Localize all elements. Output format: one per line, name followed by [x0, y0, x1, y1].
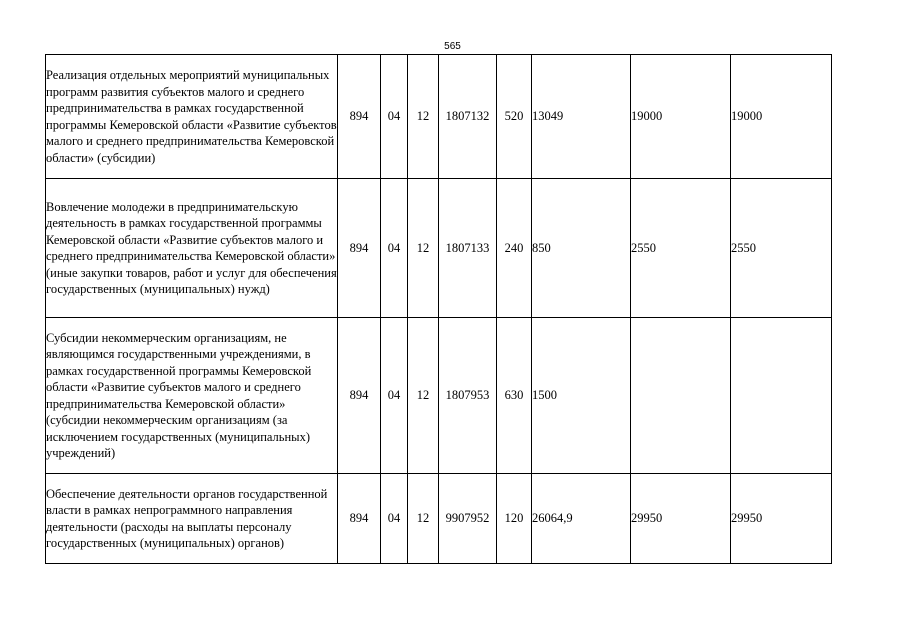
row-description: Реализация отдельных мероприятий муниципальных программ развития субъектов малого и среднего предпринимательства в рамках государственной программы Кемеровской области «Развитие субъектов малого и среднего предпринимательства Кемеровской области» (субсидии) — [46, 55, 338, 179]
section-code: 04 — [381, 179, 408, 318]
table-row — [46, 55, 832, 179]
ministry-code: 894 — [338, 318, 381, 474]
subsection-code: 12 — [408, 474, 439, 564]
amount-year-3 — [731, 318, 832, 474]
section-code: 04 — [381, 474, 408, 564]
expense-type-code: 630 — [497, 318, 532, 474]
expense-type-code: 120 — [497, 474, 532, 564]
ministry-code: 894 — [338, 179, 381, 318]
amount-year-2 — [631, 318, 731, 474]
target-article-code: 1807132 — [439, 55, 497, 179]
subsection-code: 12 — [408, 179, 439, 318]
budget-table — [45, 54, 832, 564]
amount-year-2: 29950 — [631, 474, 731, 564]
amount-year-1: 26064,9 — [532, 474, 631, 564]
amount-year-1: 1500 — [532, 318, 631, 474]
table-row — [46, 318, 832, 474]
row-description: Субсидии некоммерческим организациям, не являющимся государственными учреждениями, в рамках государственной программы Кемеровской области «Развитие субъектов малого и среднего предпринимательства Кемеровской области» (субсидии некоммерческим организациям (за исключением государственных (муниципальных) учреждений) — [46, 318, 338, 474]
section-code: 04 — [381, 55, 408, 179]
table-row — [46, 179, 832, 318]
row-description: Вовлечение молодежи в предпринимательскую деятельность в рамках государственной программы Кемеровской области «Развитие субъектов малого и среднего предпринимательства Кемеровской области» (иные закупки товаров, работ и услуг для обеспечения государственных (муниципальных) нужд) — [46, 179, 338, 318]
section-code: 04 — [381, 318, 408, 474]
table-row — [46, 474, 832, 564]
amount-year-3: 2550 — [731, 179, 832, 318]
subsection-code: 12 — [408, 318, 439, 474]
expense-type-code: 240 — [497, 179, 532, 318]
amount-year-3: 19000 — [731, 55, 832, 179]
amount-year-2: 2550 — [631, 179, 731, 318]
amount-year-3: 29950 — [731, 474, 832, 564]
ministry-code: 894 — [338, 474, 381, 564]
target-article-code: 1807953 — [439, 318, 497, 474]
expense-type-code: 520 — [497, 55, 532, 179]
row-description: Обеспечение деятельности органов государственной власти в рамках непрограммного направления деятельности (расходы на выплаты персоналу государственных (муниципальных) органов) — [46, 474, 338, 564]
page-number: 565 — [444, 41, 461, 52]
amount-year-1: 13049 — [532, 55, 631, 179]
ministry-code: 894 — [338, 55, 381, 179]
target-article-code: 1807133 — [439, 179, 497, 318]
amount-year-1: 850 — [532, 179, 631, 318]
subsection-code: 12 — [408, 55, 439, 179]
target-article-code: 9907952 — [439, 474, 497, 564]
amount-year-2: 19000 — [631, 55, 731, 179]
